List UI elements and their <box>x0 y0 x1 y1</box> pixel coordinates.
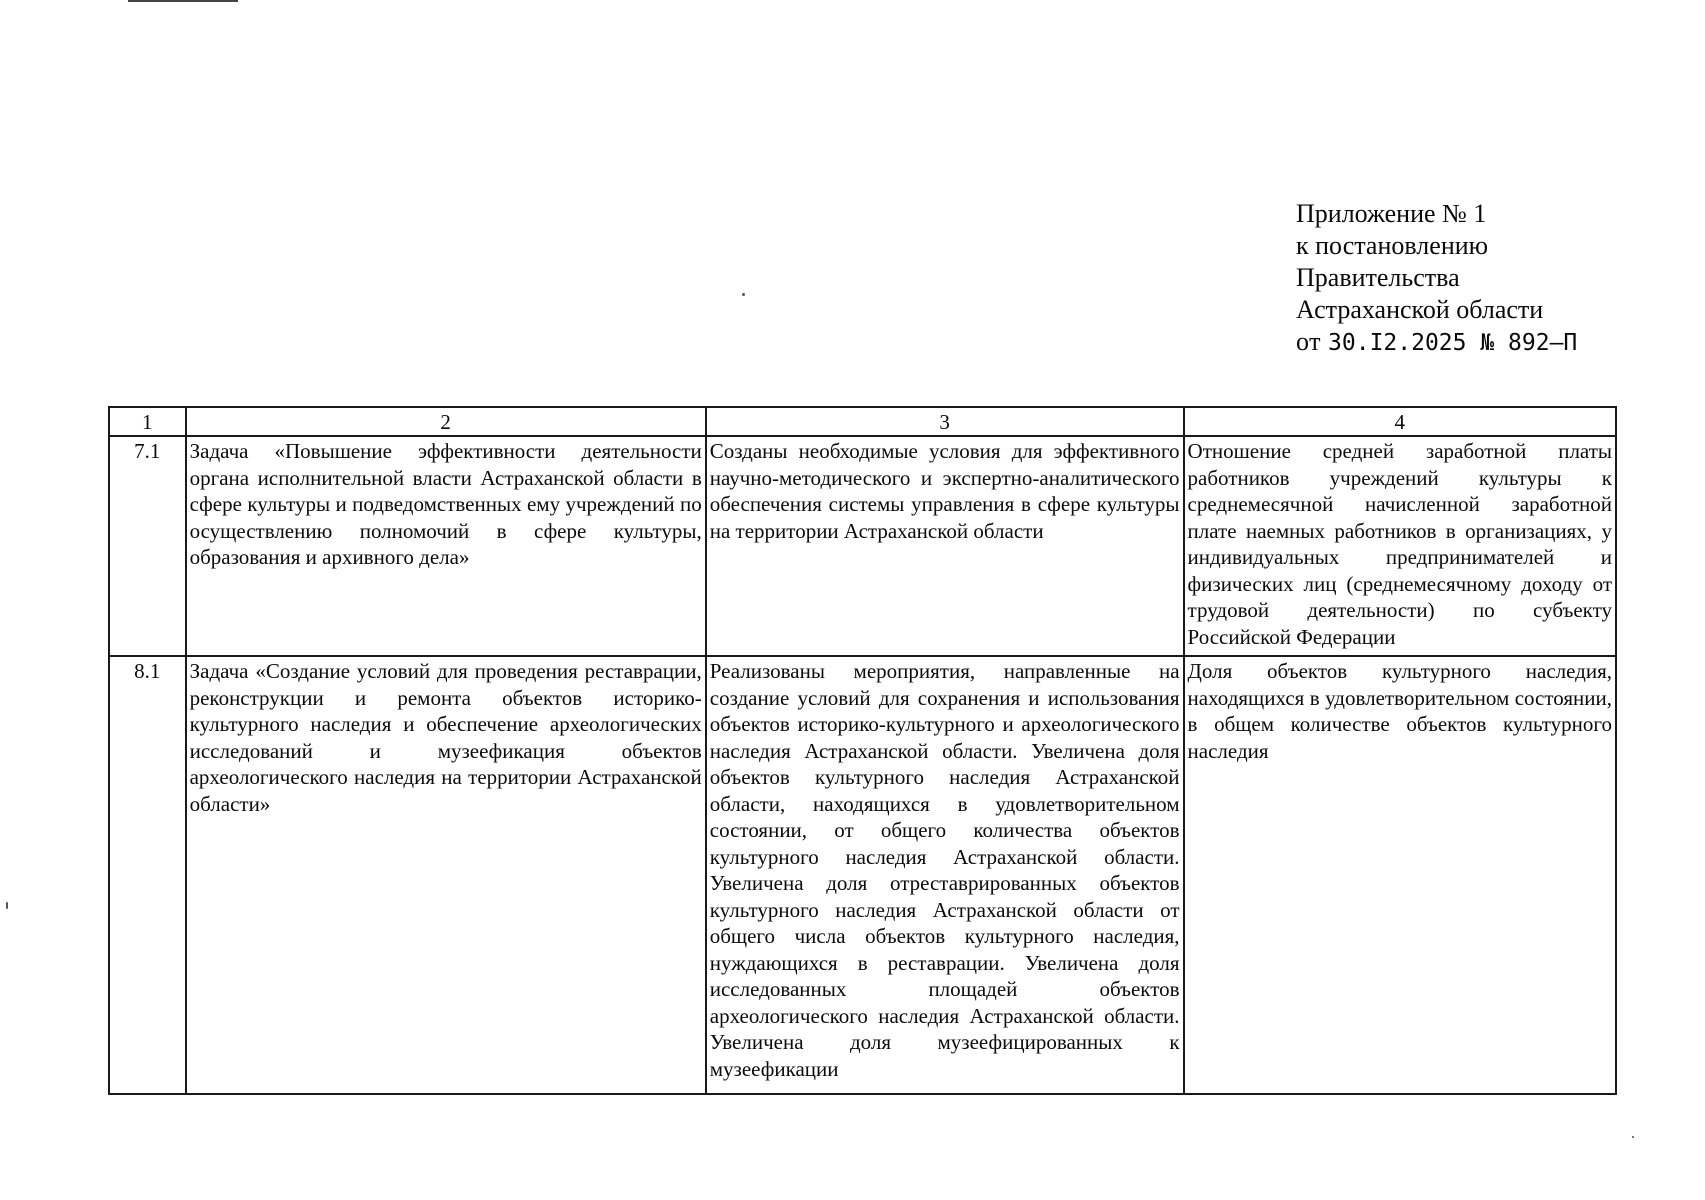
program-table <box>108 406 1617 1095</box>
indicator-cell: Доля объектов культурного наследия, находящихся в удовлетворительном состоянии, в общем количестве объектов культурного наследия <box>1184 656 1616 1094</box>
row-number: 7.1 <box>109 436 186 656</box>
table-header-row <box>109 407 1616 436</box>
table-row <box>109 436 1616 656</box>
appendix-header <box>1296 198 1577 359</box>
appendix-date-stamp: 30.I2.2025 № 892–П <box>1328 330 1578 356</box>
table-row <box>109 656 1616 1094</box>
column-header: 2 <box>186 407 706 436</box>
appendix-title: Приложение № 1 <box>1296 199 1487 228</box>
scan-top-rule <box>128 0 238 2</box>
appendix-region: Астраханской области <box>1296 295 1544 324</box>
column-header: 1 <box>109 407 186 436</box>
column-header: 4 <box>1184 407 1616 436</box>
task-cell: Задача «Повышение эффективности деятельности органа исполнительной власти Астраханской области в сфере культуры и подведомственных ему учреждений по осуществлению полномочий в сфере культуры, образования и архивного дела» <box>186 436 706 656</box>
appendix-date-number <box>1296 326 1577 359</box>
result-cell: Реализованы мероприятия, направленные на создание условий для сохранения и использования объектов историко-культурного и археологического наследия Астраханской области. Увеличена доля объектов культурного наследия Астраханской области, находящихся в удовлетворительном состоянии, от общего количества объектов культурного наследия Астраханской области. Увеличена доля отреставрированных объектов культурного наследия Астраханской области от общего числа объектов культурного наследия, нуждающихся в реставрации. Увеличена доля исследованных площадей объектов археологического наследия Астраханской области. Увеличена доля музеефицированных к музеефикации <box>706 656 1184 1094</box>
appendix-subtitle: к постановлению <box>1296 231 1489 260</box>
row-number: 8.1 <box>109 656 186 1094</box>
result-cell: Созданы необходимые условия для эффективного научно-методического и экспертно-аналитического обеспечения системы управления в сфере культуры на территории Астраханской области <box>706 436 1184 656</box>
scan-speck <box>1632 1136 1634 1138</box>
scan-speck <box>742 293 745 296</box>
scan-speck <box>6 902 8 909</box>
indicator-cell: Отношение средней заработной платы работников учреждений культуры к среднемесячной начисленной заработной плате наемных работников в организациях, у индивидуальных предпринимателей и физических лиц (среднемесячному доходу от трудовой деятельности) по субъекту Российской Федерации <box>1184 436 1616 656</box>
appendix-date-prefix: от <box>1296 327 1322 356</box>
appendix-authority: Правительства <box>1296 263 1460 292</box>
column-header: 3 <box>706 407 1184 436</box>
task-cell: Задача «Создание условий для проведения реставрации, реконструкции и ремонта объектов историко-культурного наследия и обеспечение археологических исследований и музеефикация объектов археологического наследия на территории Астраханской области» <box>186 656 706 1094</box>
